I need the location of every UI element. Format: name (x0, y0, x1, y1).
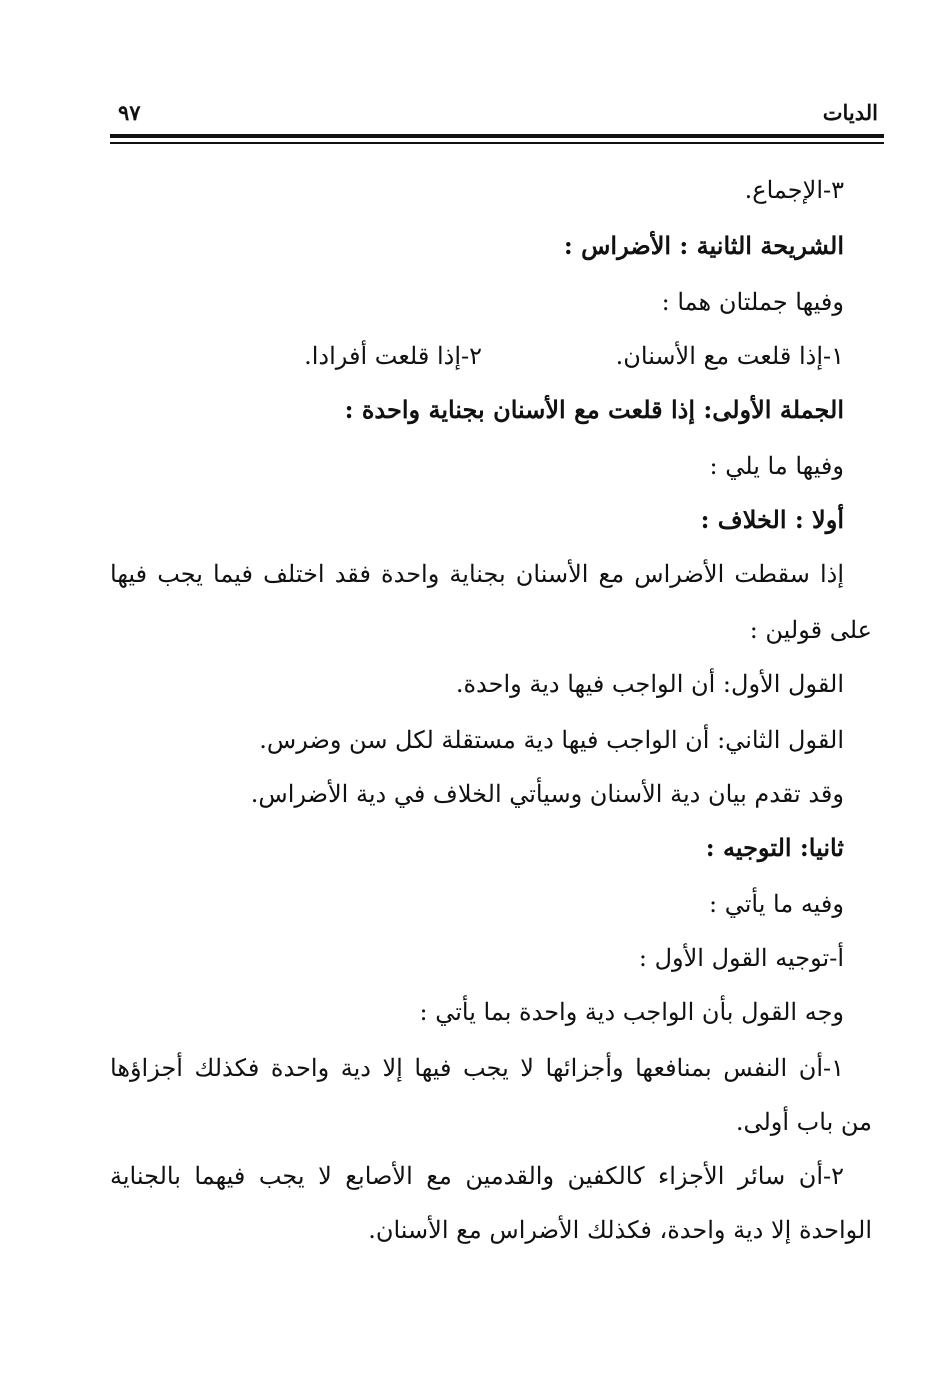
paragraph-line: وجه القول بأن الواجب دية واحدة بما يأتي : (419, 998, 844, 1026)
section-heading-molars: الشريحة الثانية : الأضراس : (563, 231, 844, 260)
argument-one-line-1: ١-أن النفس بمنافعها وأجزائها لا يجب فيها إلا دية واحدة فكذلك أجزاؤها (110, 1054, 844, 1082)
argument-one-line-2: من باب أولى. (735, 1108, 872, 1136)
page-number: ٩٧ (118, 100, 141, 125)
header-rule-thick (110, 134, 884, 138)
list-item-with-teeth: ١-إذا قلعت مع الأسنان. (615, 342, 844, 370)
opinion-second: القول الثاني: أن الواجب فيها دية مستقلة لكل سن وضرس. (259, 726, 844, 754)
paragraph-line: إذا سقطت الأضراس مع الأسنان بجناية واحدة فقد اختلف فيما يجب فيها (110, 560, 844, 588)
chapter-title: الديات (822, 100, 878, 125)
argument-two-line-2: الواحدة إلا دية واحدة، فكذلك الأضراس مع الأسنان. (368, 1216, 872, 1244)
list-item-consensus: ٣-الإجماع. (744, 176, 844, 204)
paragraph-line: وفيها ما يلي : (709, 452, 844, 480)
paragraph-line: على قولين : (749, 616, 872, 644)
heading-disagreement: أولا : الخلاف : (700, 505, 844, 534)
header-rule-thin (110, 142, 884, 144)
subsection-heading: الجملة الأولى: إذا قلعت مع الأسنان بجناية واحدة : (344, 395, 844, 424)
argument-two-line-1: ٢-أن سائر الأجزاء كالكفين والقدمين مع الأصابع لا يجب فيهما بالجناية (110, 1162, 844, 1190)
paragraph-line: وفيها جملتان هما : (661, 288, 844, 316)
paragraph-line: وفيه ما يأتي : (709, 890, 844, 918)
paragraph-line: وقد تقدم بيان دية الأسنان وسيأتي الخلاف في دية الأضراس. (250, 780, 844, 808)
subheading-first-opinion: أ-توجيه القول الأول : (638, 944, 844, 972)
opinion-first: القول الأول: أن الواجب فيها دية واحدة. (455, 670, 844, 698)
running-header (112, 100, 884, 130)
heading-justification: ثانيا: التوجيه : (705, 833, 844, 862)
list-item-individually: ٢-إذا قلعت أفرادا. (304, 342, 482, 370)
